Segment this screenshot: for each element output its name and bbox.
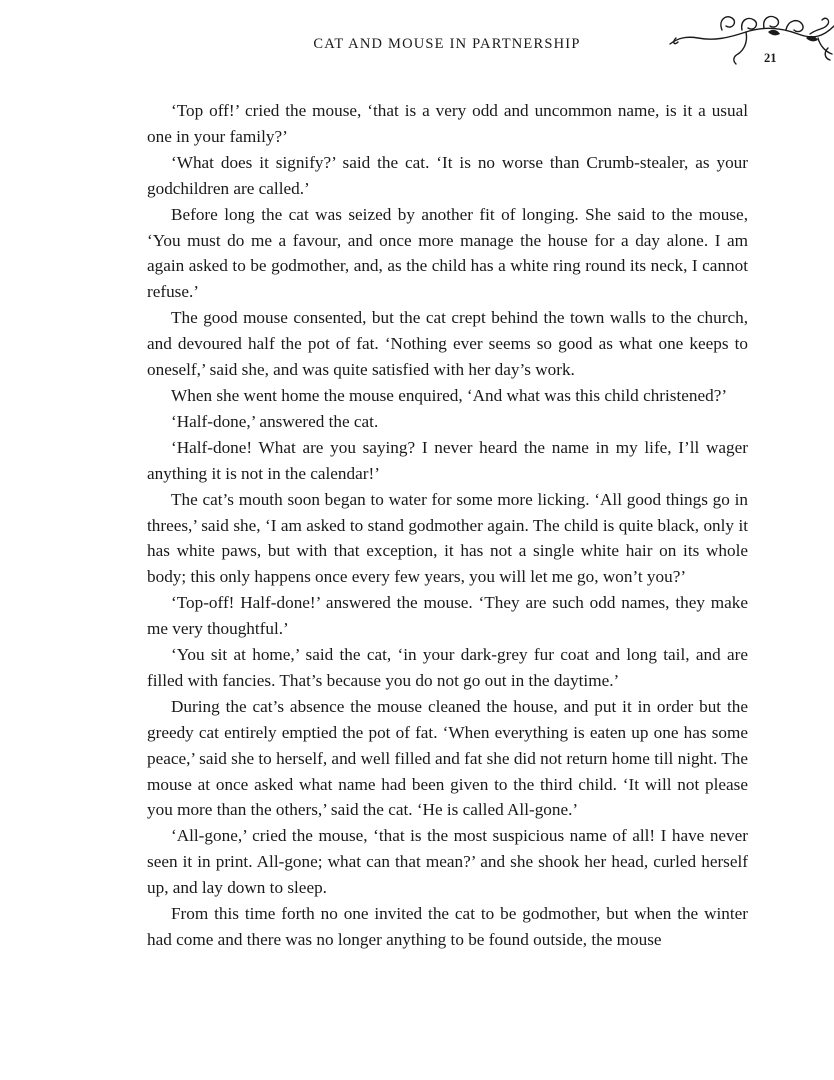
paragraph: During the cat’s absence the mouse cleaned the house, and put it in order but the greedy cat entirely emptied the pot of fat. ‘When everything is eaten up one has some peace,’ said she to herself, and well filled and fat she did not return home till night. The mouse at once asked what name had been given to the third child. ‘It will not please you more than the others,’ said the cat. ‘He is called All-gone.’	[147, 696, 748, 820]
paragraph: The cat’s mouth soon began to water for some more licking. ‘All good things go in threes,’ said she, ‘I am asked to stand godmother again. The child is quite black, only it has white paws, but with that exception, it has not a single white hair on its whole body; this only happens once every few years, you will let me go, won’t you?’	[147, 489, 748, 587]
paragraph: ‘All-gone,’ cried the mouse, ‘that is the most suspicious name of all! I have never seen it in print. All-gone; what can that mean?’ and she shook her head, curled herself up, and lay down to sleep.	[147, 826, 748, 898]
page-number: 21	[764, 51, 777, 65]
paragraph: ‘Half-done! What are you saying? I never heard the name in my life, I’ll wager anything it is not in the calendar!’	[147, 437, 748, 483]
running-title: CAT AND MOUSE IN PARTNERSHIP	[313, 36, 581, 52]
paragraph: ‘You sit at home,’ said the cat, ‘in your dark-grey fur coat and long tail, and are filled with fancies. That’s because you do not go out in the daytime.’	[147, 645, 748, 690]
paragraph: From this time forth no one invited the cat to be godmother, but when the winter had come and there was no longer anything to be found outside, the mouse	[147, 904, 748, 949]
paragraph: ‘Top off!’ cried the mouse, ‘that is a very odd and uncommon name, is it a usual one in your family?’	[147, 101, 748, 146]
story-text	[147, 98, 748, 953]
paragraph: The good mouse consented, but the cat crept behind the town walls to the church, and devoured half the pot of fat. ‘Nothing ever seems so good as what one keeps to oneself,’ said she, and was quite satisfied with her day’s work.	[147, 308, 748, 380]
paragraph: When she went home the mouse enquired, ‘And what was this child christened?’	[171, 385, 728, 405]
paragraph: ‘Half-done,’ answered the cat.	[171, 411, 379, 431]
paragraph: ‘What does it signify?’ said the cat. ‘It is no worse than Crumb-stealer, as your godchildren are called.’	[147, 152, 748, 198]
paragraph: Before long the cat was seized by another fit of longing. She said to the mouse, ‘You must do me a favour, and once more manage the house for a day alone. I am again asked to be godmother, and, as the child has a white ring round its neck, I cannot refuse.’	[147, 204, 748, 302]
paragraph: ‘Top-off! Half-done!’ answered the mouse. ‘They are such odd names, they make me very thoughtful.’	[147, 593, 748, 639]
flourish-ornament-icon	[668, 8, 834, 72]
